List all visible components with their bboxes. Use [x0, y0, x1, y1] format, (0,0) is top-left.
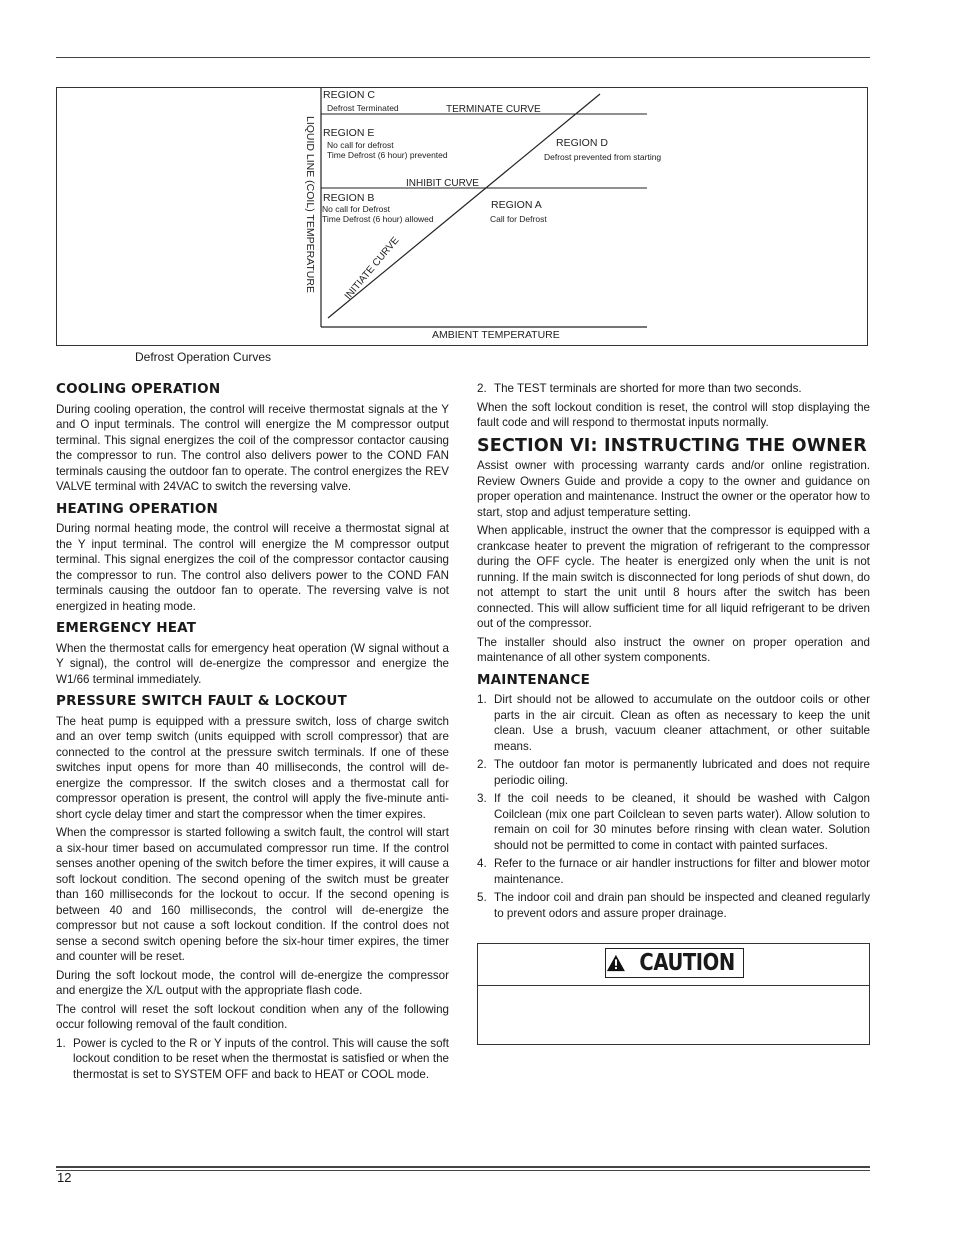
- region-a-desc: Call for Defrost: [490, 214, 547, 224]
- list-item: [477, 856, 870, 887]
- list-number: 2.: [477, 382, 487, 395]
- region-d-title: REGION D: [556, 137, 608, 149]
- reset-list: [56, 1036, 449, 1083]
- region-c-desc: Defrost Terminated: [327, 103, 399, 113]
- left-column: [56, 375, 449, 1085]
- owner-paragraph-1: Assist owner with processing warranty cards and/or online registration. Review Owners Guide and provide a copy to the owner and guidance on proper operation and maintenance. Instruct the owner or the operator how to start, stop and adjust temperature setting.: [477, 459, 870, 519]
- list-text: The indoor coil and drain pan should be inspected and cleaned regularly to prevent odors and assure proper drainage.: [494, 891, 870, 920]
- region-b-desc1: No call for Defrost: [322, 204, 391, 214]
- region-b-desc2: Time Defrost (6 hour) allowed: [322, 214, 434, 224]
- list-text: Refer to the furnace or air handler instructions for filter and blower motor maintenance.: [494, 857, 870, 886]
- owner-paragraph-2: When applicable, instruct the owner that the compressor is equipped with a crankcase heater to prevent the migration of refrigerant to the compressor during the OFF cycle. The heater is energized only when the unit is not running. If the main switch is disconnected for long periods of shut down, do not attempt to start the unit until 8 hours after the switch has been connected. This will allow sufficient time for all liquid refrigerant to be driven out of the compressor.: [477, 524, 870, 630]
- list-item: [56, 1036, 449, 1083]
- maintenance-list: [477, 692, 870, 921]
- region-c-title: REGION C: [323, 89, 375, 101]
- region-e-title: REGION E: [323, 127, 375, 139]
- section-heading: SECTION VI: INSTRUCTING THE OWNER: [477, 435, 867, 456]
- right-column: [477, 381, 870, 924]
- caution-header: [478, 944, 869, 986]
- list-text: If the coil needs to be cleaned, it should be washed with Calgon Coilclean (mix one part Coilclean to seven parts water). Allow solution to remain on coil for 30 minutes before rinsing with clean water. Solution should not be permitted to come in contact with painted surfaces.: [494, 792, 870, 852]
- list-text: Dirt should not be allowed to accumulate on the outdoor coils or other parts in the air circuit. Clean as often as necessary to keep the unit clean. Use a brush, vacuum cleaner attachment, or other suitable means.: [494, 693, 870, 753]
- caution-label: CAUTION: [639, 950, 735, 976]
- list-item: [477, 791, 870, 853]
- x-axis-label: AMBIENT TEMPERATURE: [432, 329, 560, 341]
- emergency-text: When the thermostat calls for emergency heat operation (W signal without a Y signal), the control will de-energize the compressor and energize the W1/66 terminal immediately.: [56, 641, 449, 686]
- pressure-paragraph-3: During the soft lockout mode, the control will de-energize the compressor and energize the X/L output with the appropriate flash code.: [56, 968, 449, 997]
- list-item: [477, 757, 870, 788]
- region-b-title: REGION B: [323, 192, 375, 204]
- footer-rule-thin: [56, 1170, 870, 1171]
- warning-triangle-icon: [606, 953, 626, 973]
- region-d-desc: Defrost prevented from starting: [544, 152, 662, 162]
- list-number: 1.: [477, 693, 487, 706]
- list-text: Power is cycled to the R or Y inputs of the control. This will cause the soft lockout condition to be reset when the thermostat is satisfied or when the thermostat is set to SYSTEM OFF and back to HEAT or COOL mode.: [73, 1036, 449, 1081]
- list-item: [477, 381, 870, 397]
- list-number: 4.: [477, 857, 487, 870]
- y-axis-label: LIQUID LINE (COIL) TEMPERATURE: [304, 116, 316, 293]
- pressure-heading: PRESSURE SWITCH FAULT & LOCKOUT: [56, 693, 348, 709]
- owner-paragraph-3: The installer should also instruct the owner on proper operation and maintenance of all other system components.: [477, 635, 870, 664]
- cooling-text: During cooling operation, the control will receive thermostat signals at the Y and O input terminals. The control will energize the M compressor output terminal. This signal energizes the coil of the compressor contactor causing the compressor to run. The control also delivers power to the COND FAN terminals causing the outdoor fan to operate. The control energizes the REV VALVE terminal with 24VAC to switch the reversing valve.: [56, 402, 449, 493]
- region-e-desc1: No call for defrost: [327, 140, 394, 150]
- list-number: 5.: [477, 891, 487, 904]
- pressure-paragraph-4: The control will reset the soft lockout condition when any of the following occur following removal of the fault condition.: [56, 1002, 449, 1031]
- inhibit-curve-label: INHIBIT CURVE: [406, 178, 479, 189]
- heating-text: During normal heating mode, the control will receive a thermostat signal at the Y input terminal. The control will energize the M compressor output terminal. This signal energizes the coil of the compressor contactor causing the compressor to run. The control also delivers power to the COND FAN terminals causing the outdoor fan to operate. The reversing valve is not energized in heating mode.: [56, 522, 449, 613]
- heating-heading: HEATING OPERATION: [56, 500, 219, 517]
- cooling-heading: COOLING OPERATION: [56, 381, 221, 397]
- emergency-heading: EMERGENCY HEAT: [56, 620, 197, 636]
- list-text: The outdoor fan motor is permanently lubricated and does not require periodic oiling.: [494, 758, 870, 787]
- region-e-desc2: Time Defrost (6 hour) prevented: [327, 150, 448, 160]
- list-item: [477, 890, 870, 921]
- defrost-figure: [56, 87, 868, 346]
- pressure-paragraph-2: When the compressor is started following a switch fault, the control will start a six-hour timer based on accumulated compressor run time. If the control senses another opening of the switch before the timer expires, it will cause a soft lockout condition. The second opening of the switch must be greater than 160 milliseconds for the lockout to occur. If the second opening is between 40 and 160 milliseconds, the control will de-energize the compressor but not cause a soft lockout condition. If the control does not sense a second switch opening before the six-hour timer expires, the timer and counter will be reset.: [56, 826, 449, 963]
- caution-box: [477, 943, 870, 1045]
- initiate-curve-label: INITIATE CURVE: [342, 235, 402, 302]
- region-a-title: REGION A: [491, 199, 542, 211]
- page-number: 12: [57, 1170, 72, 1185]
- list-item: [477, 692, 870, 754]
- list-number: 1.: [56, 1036, 66, 1050]
- defrost-diagram: [57, 88, 869, 347]
- terminate-curve-label: TERMINATE CURVE: [446, 104, 541, 115]
- pressure-paragraph-1: The heat pump is equipped with a pressure switch, loss of charge switch and an over temp switch (units equipped with scroll compressor) that are connected to the control at the pressure switch terminals. If one of these switches input opens for more than 40 milliseconds, the control will de-energize the compressor. If the switch closes and a thermostat call for compressor operation is present, the control will apply the five-minute anti-short cycle delay timer and start the compressor when the timer expires.: [56, 714, 449, 821]
- reset-text: When the soft lockout condition is reset, the control will stop displaying the fault code and will respond to thermostat inputs normally.: [477, 400, 870, 429]
- figure-caption: Defrost Operation Curves: [135, 350, 272, 364]
- list-number: 3.: [477, 792, 487, 805]
- list-number: 2.: [477, 758, 487, 771]
- footer-rule-thick: [56, 1166, 870, 1168]
- maintenance-heading: MAINTENANCE: [477, 671, 591, 688]
- list-text: The TEST terminals are shorted for more than two seconds.: [494, 382, 802, 395]
- caution-badge: [605, 948, 744, 978]
- reset-list-continued: [477, 381, 870, 397]
- header-rule: [56, 57, 870, 58]
